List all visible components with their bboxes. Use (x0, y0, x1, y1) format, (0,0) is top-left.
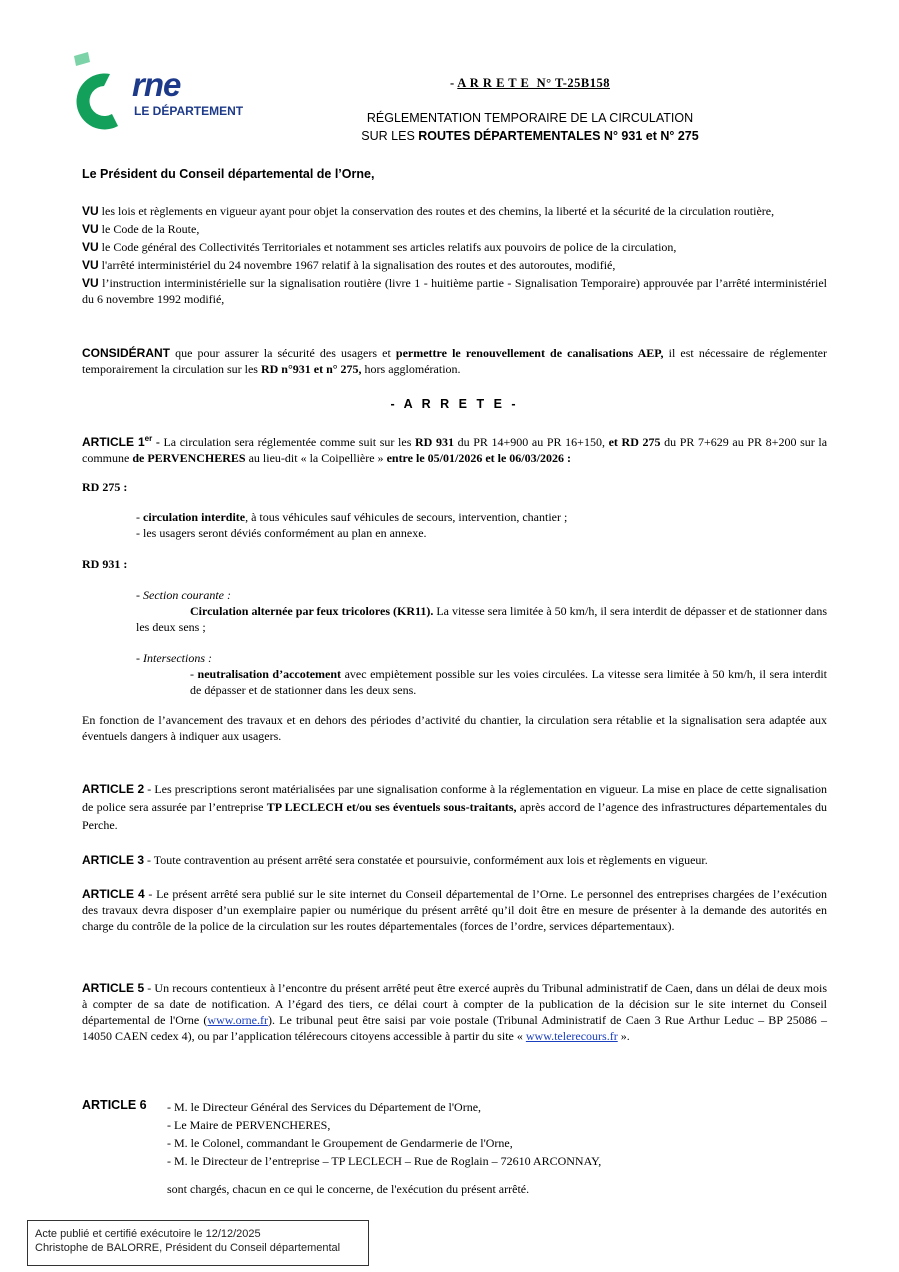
vu-label: VU (82, 276, 99, 290)
title-line-2 (300, 129, 760, 143)
rd931-inter-bold: neutralisation d’accotement (197, 667, 342, 681)
article-bold: de PERVENCHERES (132, 451, 246, 465)
vu-text: l'arrêté interministériel du 24 novembre 1967 relatif à la signalisation des routes et des autoroutes, modifié, (98, 258, 616, 272)
vu-item (82, 257, 827, 273)
vu-text: l’instruction interministérielle sur la signalisation routière (livre 1 - huitième partie - Signalisation Temporaire) approuvée par l’arrêté interministériel du 6 novembre 1992 modifié, (82, 276, 827, 306)
rd931-intersections-text (190, 666, 827, 698)
stamp-line-1: Acte publié et certifié exécutoire le 12/12/2025 (35, 1228, 261, 1240)
article-text: du PR 14+900 au PR 16+150, (453, 435, 609, 449)
vu-item (82, 203, 827, 219)
vu-item (82, 275, 827, 307)
vu-text: le Code général des Collectivités Territoriales et notamment ses articles relatifs aux pouvoirs de police de la circulation, (98, 240, 677, 254)
rd275-bold: circulation interdite (143, 510, 246, 524)
rd275-text: , à tous véhicules sauf véhicules de secours, intervention, chantier ; (245, 510, 568, 524)
article-1-sup: er (144, 434, 153, 443)
article-text: - Toute contravention au présent arrêté sera constatée et poursuivie, conformément aux lois et règlements en vigueur. (144, 853, 708, 867)
rd275-dash: - (136, 510, 143, 524)
considerant-bold: permettre le renouvellement de canalisations AEP, (395, 346, 664, 360)
logo-department: LE DÉPARTEMENT (134, 104, 244, 118)
article-bold: RD 931 (415, 435, 454, 449)
article-4 (82, 886, 827, 934)
vu-label: VU (82, 258, 99, 272)
article-3-label: ARTICLE 3 (82, 853, 145, 867)
article-text: - Un recours contentieux à l’encontre du présent arrêté peut être exercé auprès du Tribunal administratif de Caen, dans un délai de deux mois à compter de sa date de notification. A l’égard des tiers, ce délai court à compter de la publication de la décision sur le site internet du Conseil départemental de l'Orne ( (82, 981, 827, 1027)
rd275-heading: RD 275 : (82, 480, 128, 494)
article-2 (82, 780, 827, 834)
title-line-2-bold: ROUTES DÉPARTEMENTALES N° 931 et N° 275 (418, 129, 699, 143)
article-1-dash: - (152, 435, 164, 449)
rd931-section-rest: La vitesse sera limitée à 50 km/h, il sera interdit de dépasser et de stationner dans les deux sens ; (136, 604, 827, 634)
considerant-text: hors agglomération. (361, 362, 461, 376)
article-5-label: ARTICLE 5 (82, 981, 145, 995)
vu-text: le Code de la Route, (98, 222, 200, 236)
title-line-1: RÉGLEMENTATION TEMPORAIRE DE LA CIRCULATION (366, 111, 694, 125)
article-bold: entre le 05/01/2026 et le 06/03/2026 : (386, 451, 571, 465)
article-text: ). Le tribunal peut être saisi par voie postale (Tribunal Administratif de Caen 3 Rue Arthur Leduc – BP 25086 – 14050 CAEN cedex 4), ou par l’application télérecours citoyens accessible à partir du site « (82, 1013, 827, 1043)
article-text: au lieu-dit « la Coipellière » (245, 451, 387, 465)
article-bold: TP LECLECH et/ou ses éventuels sous-traitants, (266, 800, 517, 814)
telerecours-link[interactable]: www.telerecours.fr (525, 1029, 618, 1043)
fonction-paragraph: En fonction de l’avancement des travaux et en dehors des périodes d’activité du chantier, la circulation sera rétablie et la signalisation sera adaptée aux éventuels dangers à indiquer aux usagers. (82, 713, 827, 743)
article-text: après accord de l’agence des infrastructures départementales du Perche. (82, 800, 827, 832)
considerant-bold: RD n°931 et n° 275, (260, 362, 362, 376)
article-6-closing: sont chargés, chacun en ce qui le concerne, de l'exécution du présent arrêté. (167, 1182, 530, 1196)
article-6-label: ARTICLE 6 (82, 1098, 147, 1112)
president-heading: Le Président du Conseil départemental de l’Orne, (82, 167, 375, 181)
article-6-item: - M. le Colonel, commandant le Groupement de Gendarmerie de l'Orne, (167, 1136, 513, 1150)
vu-text: les lois et règlements en vigueur ayant pour objet la conservation des routes et des chemins, la liberté et la sécurité de la circulation routière, (98, 204, 775, 218)
vu-label: VU (82, 240, 99, 254)
article-2-label: ARTICLE 2 (82, 782, 145, 796)
vu-label: VU (82, 204, 99, 218)
rd931-heading: RD 931 : (82, 557, 128, 571)
orne-logo-mark-icon (66, 48, 136, 138)
rd931-inter-dash: - (190, 667, 198, 681)
orne-link[interactable]: www.orne.fr (207, 1013, 268, 1027)
rd275-line-1 (136, 509, 827, 525)
vu-item (82, 239, 827, 255)
article-1 (82, 431, 827, 466)
article-text: - Les prescriptions seront matérialisées par une signalisation conforme à la réglementation en vigueur. La mise en place de cette signalisation de police sera assurée par l’entreprise (82, 782, 827, 814)
rd931-section-bold: Circulation alternée par feux tricolores (KR11). (190, 604, 434, 618)
publication-stamp (27, 1220, 369, 1266)
article-6-item: - M. le Directeur Général des Services du Département de l'Orne, (167, 1100, 482, 1114)
considerant-paragraph (82, 345, 827, 377)
considerant-label: CONSIDÉRANT (82, 346, 171, 360)
article-5 (82, 980, 827, 1044)
article-text: La circulation sera réglementée comme suit sur les (163, 435, 416, 449)
article-4-label: ARTICLE 4 (82, 887, 145, 901)
article-bold: et RD 275 (608, 435, 661, 449)
rd931-intersections-label: - Intersections : (136, 651, 212, 665)
orne-logo (66, 48, 266, 138)
rd931-inter-rest: avec empiètement possible sur les voies circulées. La vitesse sera limitée à 50 km/h, il sera interdit de dépasser et de stationner dans les deux sens. (190, 667, 827, 697)
logo-word: rne (132, 66, 181, 103)
arrete-title: - A R R E T E - (390, 397, 519, 411)
considerant-text: il est nécessaire de réglementer temporairement la circulation sur les (82, 346, 827, 376)
arrete-number-prefix: - (450, 76, 458, 90)
article-6-item: - Le Maire de PERVENCHERES, (167, 1118, 331, 1132)
stamp-line-2: Christophe de BALORRE, Président du Conseil départemental (35, 1242, 341, 1254)
article-3 (82, 852, 827, 868)
article-1-label: ARTICLE 1 (82, 435, 145, 449)
article-6-item: - M. le Directeur de l’entreprise – TP LECLECH – Rue de Roglain – 72610 ARCONNAY, (167, 1154, 602, 1168)
rd931-section-label: - Section courante : (136, 588, 231, 602)
vu-item (82, 221, 827, 237)
article-text: - Le présent arrêté sera publié sur le site internet du Conseil départemental de l’Orne. Le personnel des entreprises chargées de l’exécution des travaux devra disposer d’un exemplaire papier ou numérique du présent arrêté qu’il doit être en mesure de présenter à la demande des autorités en charge du contrôle de la police de la circulation sur les routes départementales (forces de l’ordre, services départementaux). (82, 887, 827, 933)
article-text: du PR 7+629 au PR 8+200 sur la commune (82, 435, 828, 465)
considerant-text: que pour assurer la sécurité des usagers et (170, 346, 396, 360)
arrete-number (450, 76, 610, 91)
rd931-section-text (136, 603, 827, 635)
article-text: ». (617, 1029, 630, 1043)
article-6-list (167, 1098, 807, 1170)
title-line-2-plain: SUR LES (361, 129, 419, 143)
vu-list (82, 203, 827, 307)
arrete-number-text: A R R E T E N° T-25B158 (457, 76, 610, 90)
rd275-line-2: - les usagers seront déviés conformément au plan en annexe. (136, 526, 427, 540)
vu-label: VU (82, 222, 99, 236)
